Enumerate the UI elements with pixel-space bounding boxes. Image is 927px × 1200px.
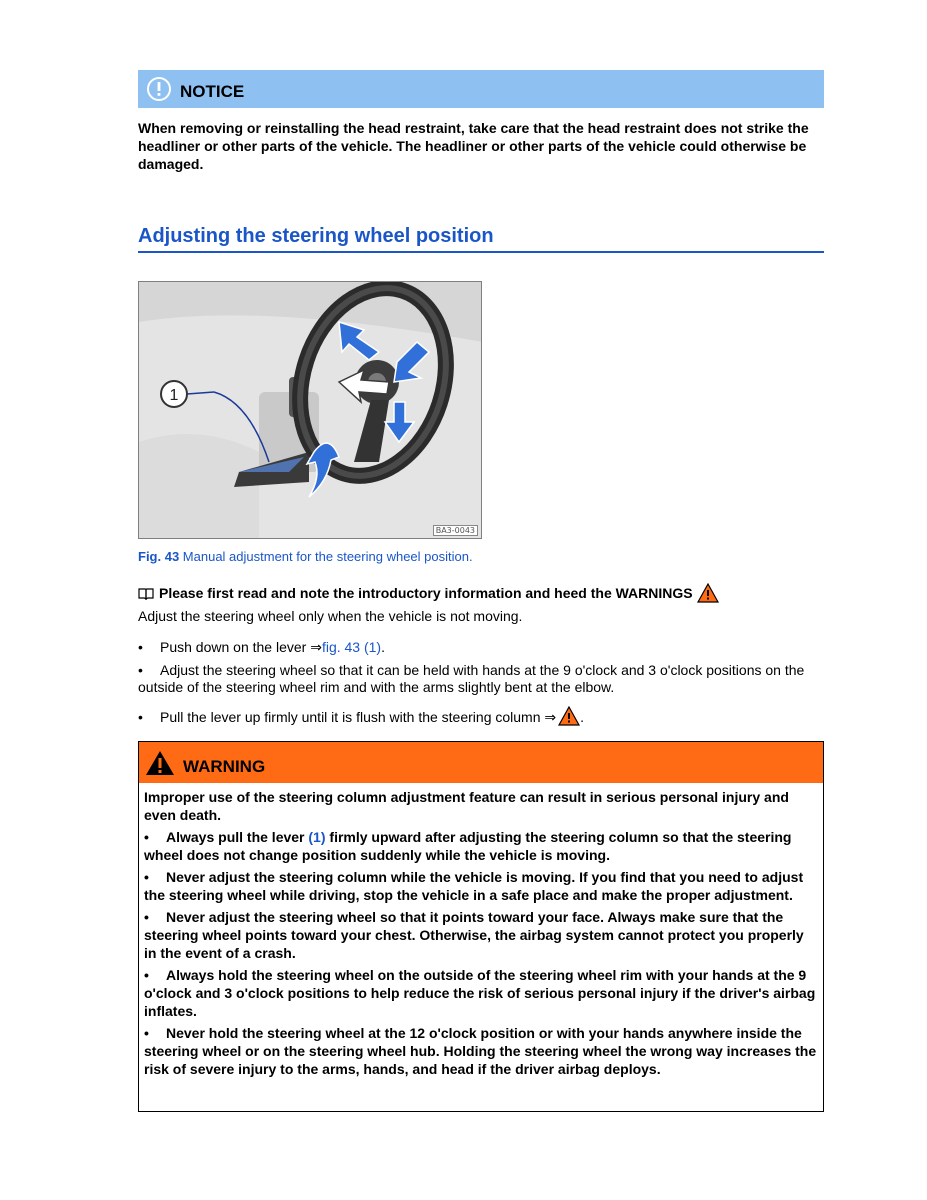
warning-item-4: • Always hold the steering wheel on the outside of the steering wheel rim with your hands at the 9 o'clock and 3 o'clock positions to help reduce the risk of serious personal injury if the driver's airbag inflates. bbox=[144, 967, 816, 1019]
notice-text: When removing or reinstalling the head restraint, take care that the head restraint does not strike the headliner or other parts of the vehicle. The headliner or other parts of the vehicle could otherwise be damaged. bbox=[138, 120, 809, 172]
notice-header bbox=[138, 70, 824, 108]
intro-heading-text: Please first read and note the introductory information and heed the WARNINGS bbox=[159, 585, 693, 601]
section-title: Adjusting the steering wheel position bbox=[138, 225, 824, 253]
page-content bbox=[138, 70, 824, 726]
warning-item-3: • Never adjust the steering wheel so that it points toward your face. Always make sure that the steering wheel points toward your chest. Otherwise, the airbag system cannot protect you properly in the event of a crash. bbox=[144, 909, 804, 961]
caption-label: Fig. 43 bbox=[138, 549, 180, 564]
step-1: • Push down on the lever ⇒fig. 43 (1). bbox=[138, 639, 385, 655]
bullet-dot: • bbox=[144, 909, 149, 925]
bullet-dot: • bbox=[144, 829, 149, 845]
step-3: • Pull the lever up firmly until it is flush with the steering column ⇒ . bbox=[138, 706, 824, 726]
bullet-dot: • bbox=[138, 662, 143, 678]
bullet-dot: • bbox=[138, 639, 143, 655]
figure-caption bbox=[138, 549, 824, 564]
steering-wheel-illustration bbox=[139, 282, 482, 539]
book-icon bbox=[138, 587, 154, 600]
lever-1-link[interactable]: (1) bbox=[308, 829, 326, 845]
step-2: • Adjust the steering wheel so that it can be held with hands at the 9 o'clock and 3 o'clock positions on the outside of the steering wheel rim and with the arms slightly bent at the elbow. bbox=[138, 662, 805, 695]
warning-triangle-icon bbox=[145, 750, 175, 776]
warning-triangle-icon[interactable] bbox=[697, 583, 719, 603]
intro-heading bbox=[138, 583, 824, 603]
bullet-dot: • bbox=[144, 869, 149, 885]
figure-id-label: BA3-0043 bbox=[433, 525, 478, 536]
bullet-dot: • bbox=[144, 1025, 149, 1041]
warning-box bbox=[138, 741, 824, 1112]
warning-lead: Improper use of the steering column adjustment feature can result in serious personal injury and even death. bbox=[144, 789, 789, 823]
warning-header bbox=[139, 742, 823, 783]
exclamation-circle-icon bbox=[146, 76, 172, 102]
warning-item-2: • Never adjust the steering column while the vehicle is moving. If you find that you need to adjust the steering wheel while driving, stop the vehicle in a safe place and make the proper adjustment. bbox=[144, 869, 804, 903]
bullet-dot: • bbox=[138, 709, 143, 725]
intro-text: Adjust the steering wheel only when the vehicle is not moving. bbox=[138, 608, 523, 624]
fig-43-link[interactable]: fig. 43 (1) bbox=[321, 639, 382, 655]
bullet-dot: • bbox=[144, 967, 149, 983]
warning-item-5: • Never hold the steering wheel at the 12 o'clock position or with your hands anywhere inside the steering wheel or on the steering wheel hub. Holding the steering wheel the wrong way increases the risk of severe injury to the arms, hands, and head if the driver airbag deploys. bbox=[144, 1025, 817, 1077]
warning-title: WARNING bbox=[183, 756, 266, 776]
warning-body bbox=[139, 783, 823, 1078]
warning-item-1: • Always pull the lever (1) firmly upward after adjusting the steering column so that the steering wheel does not change position suddenly while the vehicle is moving. bbox=[144, 829, 792, 863]
caption-text: Manual adjustment for the steering wheel position. bbox=[179, 549, 473, 564]
figure-callout-1: 1 bbox=[169, 387, 179, 404]
warning-triangle-link-icon[interactable] bbox=[558, 706, 580, 726]
steering-wheel-figure bbox=[138, 281, 482, 539]
notice-title: NOTICE bbox=[180, 82, 245, 101]
